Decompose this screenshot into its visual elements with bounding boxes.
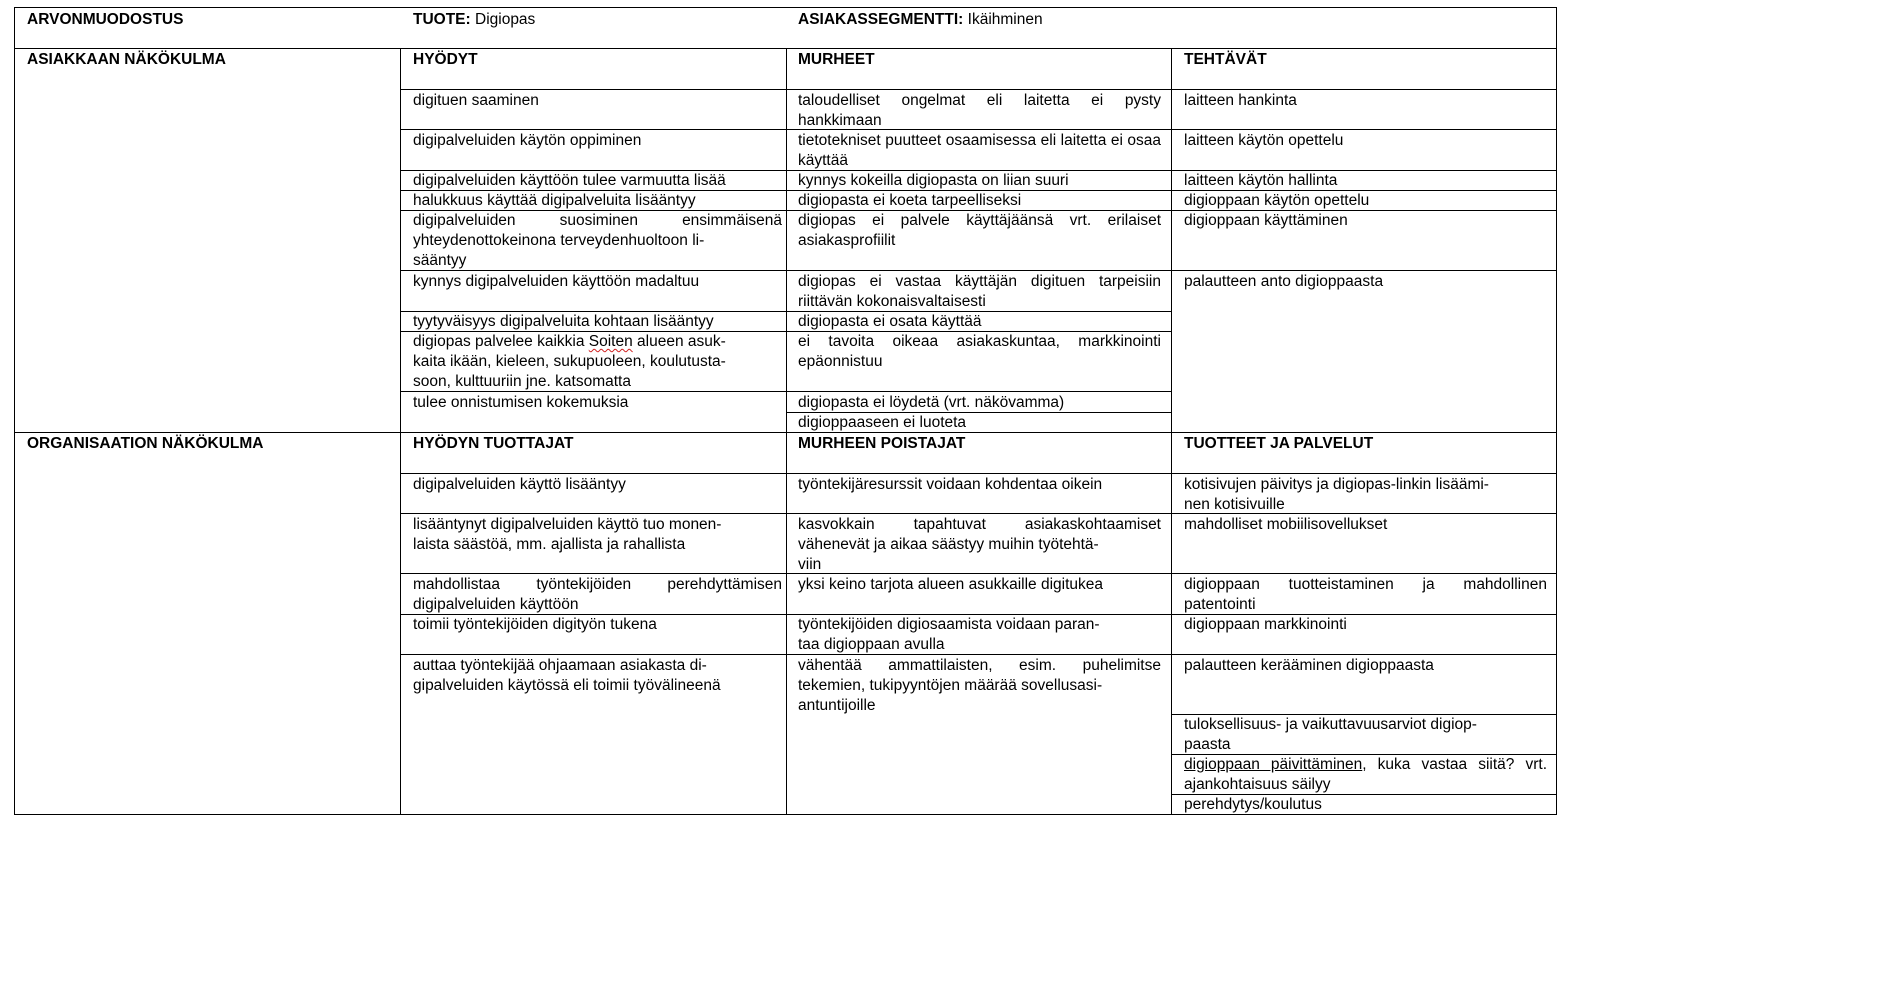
benefit-cell: tyytyväisyys digipalveluita kohtaan lisääntyy [413, 313, 714, 330]
concern-cell: digiopas ei palvele käyttäjäänsä vrt. erilaiset asiakasprofiilit [798, 212, 1161, 249]
benefit-cell: digipalveluiden käyttöön tulee varmuutta lisää [413, 172, 726, 189]
column-header-hyodyt: HYÖDYT [413, 51, 478, 68]
column-header-murheet: MURHEET [798, 51, 875, 68]
product-label: TUOTE: [413, 11, 471, 28]
task-cell: laitteen hankinta [1184, 92, 1297, 109]
table-border-left [14, 7, 15, 815]
product-service-cell: kotisivujen päivitys ja digiopas-linkin lisäämi- nen kotisivuille [1184, 476, 1489, 513]
concern-cell: digiopas ei vastaa käyttäjän digituen tarpeisiin riittävän kokonaisvaltaisesti [798, 273, 1161, 310]
product-service-cell: digioppaan tuotteistaminen ja mahdollinen patentointi [1184, 576, 1547, 613]
concern-cell: digiopasta ei osata käyttää [798, 313, 982, 330]
benefit-cell: digituen saaminen [413, 92, 539, 109]
product-service-underlined: digioppaan päivittäminen [1184, 756, 1363, 773]
benefit-cell: kynnys digipalveluiden käyttöön madaltuu [413, 273, 700, 290]
task-cell: laitteen käytön opettelu [1184, 132, 1344, 149]
segment-field [796, 10, 1296, 30]
benefit-cell [411, 332, 785, 392]
task-cell: digioppaan käytön opettelu [1184, 192, 1370, 209]
pain-reliever-cell: kasvokkain tapahtuvat asiakaskohtaamiset vähenevät ja aikaa säästyy muihin työtehtä- viin [798, 516, 1161, 573]
concern-cell: ei tavoita oikeaa asiakaskuntaa, markkinointi epäonnistuu [798, 333, 1161, 370]
heading-arvonmuodostus: ARVONMUODOSTUS [27, 11, 184, 28]
column-header-tuottajat: HYÖDYN TUOTTAJAT [413, 435, 574, 452]
segment-label: ASIAKASSEGMENTTI: [798, 11, 964, 28]
product-service-cell: palautteen kerääminen digioppaasta [1184, 657, 1434, 674]
product-service-cell: perehdytys/koulutus [1184, 796, 1322, 813]
gain-creator-cell: toimii työntekijöiden digityön tukena [413, 616, 657, 633]
pain-reliever-cell: työntekijöiden digiosaamista voidaan paran- taa digioppaan avulla [798, 616, 1100, 653]
concern-cell: digiopasta ei löydetä (vrt. näkövamma) [798, 394, 1065, 411]
product-service-cell: tuloksellisuus- ja vaikuttavuusarviot digiop- paasta [1184, 716, 1477, 753]
task-cell: laitteen käytön hallinta [1184, 172, 1338, 189]
row-divider [400, 89, 1557, 90]
benefit-cell: digipalveluiden suosiminen ensimmäisenä yhteydenottokeinona terveydenhuoltoon li- sääntyy [413, 212, 782, 269]
gain-creator-cell: auttaa työntekijää ohjaamaan asiakasta di- gipalveluiden käytössä eli toimii työvälineenä [413, 657, 721, 694]
concern-cell: digiopasta ei koeta tarpeelliseksi [798, 192, 1022, 209]
product-service-text: , kuka vastaa siitä? vrt. ajankohtaisuus säilyy [1184, 756, 1548, 793]
concern-cell: taloudelliset ongelmat eli laitetta ei pysty hankkimaan [798, 92, 1161, 129]
task-cell: palautteen anto digioppaasta [1184, 273, 1384, 290]
benefit-text: digiopas palvelee kaikkia [413, 333, 589, 350]
pain-reliever-cell: yksi keino tarjota alueen asukkaille digitukea [798, 576, 1104, 593]
column-divider-1 [400, 48, 401, 815]
column-header-tehtavat: TEHTÄVÄT [1184, 51, 1267, 68]
gain-creator-cell: lisääntynyt digipalveluiden käyttö tuo monen- laista säästöä, mm. ajallista ja rahallista [413, 516, 722, 553]
gain-creator-cell: digipalveluiden käyttö lisääntyy [413, 476, 626, 493]
product-field [411, 10, 781, 30]
section-label-organisation: ORGANISAATION NÄKÖKULMA [27, 435, 264, 452]
column-divider-3 [1171, 48, 1172, 815]
row-divider [400, 473, 1557, 474]
concern-cell: tietotekniset puutteet osaamisessa eli laitetta ei osaa käyttää [798, 132, 1161, 169]
spellcheck-flagged-word: Soiten [588, 333, 633, 350]
column-header-tuotteet: TUOTTEET JA PALVELUT [1184, 435, 1374, 452]
row-divider [786, 391, 1171, 392]
benefit-cell: digipalveluiden käytön oppiminen [413, 132, 642, 149]
pain-reliever-cell: vähentää ammattilaisten, esim. puhelimitse tekemien, tukipyyntöjen määrää sovellusasi- antuntijoille [798, 657, 1161, 714]
product-service-cell: mahdolliset mobiilisovellukset [1184, 516, 1388, 533]
benefit-cell: tulee onnistumisen kokemuksia [413, 394, 629, 411]
segment-value: Ikäihminen [963, 11, 1043, 28]
concern-cell: kynnys kokeilla digiopasta on liian suuri [798, 172, 1069, 189]
section-label-customer: ASIAKKAAN NÄKÖKULMA [27, 51, 226, 68]
concern-cell: digioppaaseen ei luoteta [798, 414, 967, 431]
column-divider-2 [786, 48, 787, 815]
product-value: Digiopas [470, 11, 536, 28]
product-service-cell [1182, 755, 1550, 795]
table-border-top [14, 7, 1557, 8]
column-header-poistajat: MURHEEN POISTAJAT [798, 435, 966, 452]
benefit-cell: halukkuus käyttää digipalveluita lisääntyy [413, 192, 696, 209]
pain-reliever-cell: työntekijäresurssit voidaan kohdentaa oikein [798, 476, 1103, 493]
benefit-text: alueen asuk- kaita ikään, kieleen, sukupuoleen, koulutusta- soon, kulttuuriin jne. katsomatta [413, 333, 726, 390]
task-cell: digioppaan käyttäminen [1184, 212, 1348, 229]
product-service-cell: digioppaan markkinointi [1184, 616, 1347, 633]
gain-creator-cell: mahdollistaa työntekijöiden perehdyttämisen digipalveluiden käyttöön [413, 576, 782, 613]
